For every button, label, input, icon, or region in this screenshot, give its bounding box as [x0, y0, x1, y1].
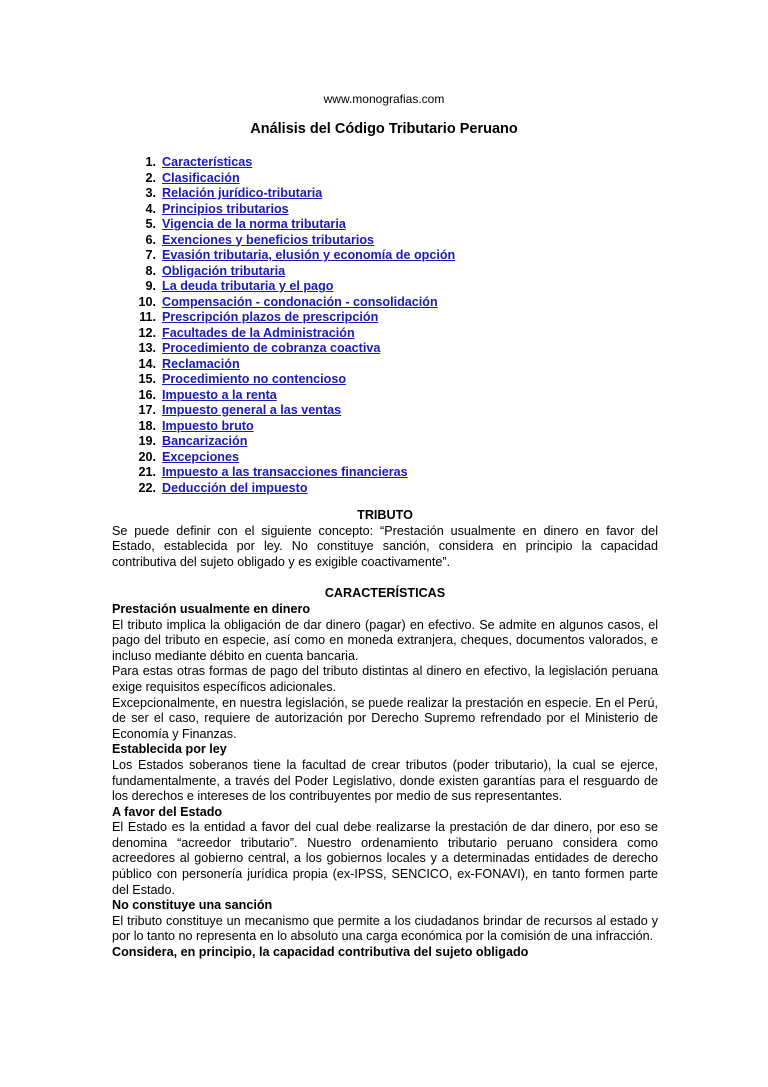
toc-item — [112, 217, 455, 233]
subheading-ley: Establecida por ley — [112, 742, 227, 757]
toc-link[interactable]: Deducción del impuesto — [162, 480, 308, 495]
toc-item-number: 13. — [138, 341, 156, 355]
toc-item-number: 2. — [145, 170, 156, 185]
toc-link[interactable]: Impuesto general a las ventas — [162, 403, 342, 417]
toc-item — [112, 279, 455, 295]
toc-item — [112, 434, 455, 450]
toc-item-number: 21. — [138, 465, 156, 479]
toc-link[interactable]: Principios tributarios — [162, 201, 289, 216]
paragraph: El tributo constituye un mecanismo que permite a los ciudadanos brindar de recursos al estado y por lo tanto no representa en lo absoluto una carga económica por la comisión de una infracción. — [112, 913, 658, 944]
section-heading-tributo: TRIBUTO — [357, 508, 413, 522]
toc-item — [112, 171, 455, 187]
toc-link[interactable]: Facultades de la Administración — [162, 325, 355, 340]
toc-item-number: 5. — [145, 217, 156, 231]
toc-item — [112, 202, 455, 218]
toc-link[interactable]: Impuesto a la renta — [162, 387, 277, 402]
toc-link[interactable]: La deuda tributaria y el pago — [162, 279, 334, 293]
toc-item-number: 4. — [145, 201, 156, 216]
toc-item — [112, 264, 455, 280]
toc-item — [112, 450, 455, 466]
toc-link[interactable]: Relación jurídico-tributaria — [162, 186, 323, 200]
toc-link[interactable]: Reclamación — [162, 356, 240, 371]
toc-item — [112, 419, 455, 435]
toc-link[interactable]: Excepciones — [162, 449, 240, 464]
table-of-contents — [112, 155, 455, 496]
toc-link[interactable]: Clasificación — [162, 170, 240, 185]
paragraph: El tributo implica la obligación de dar dinero (pagar) en efectivo. Se admite en algunos casos, el pago del tributo en especie, así como en moneda extranjera, cheques, documentos valorados, e incluso mediante débito en cuenta bancaria. — [112, 617, 658, 663]
toc-item-number: 1. — [145, 155, 156, 169]
toc-link[interactable]: Obligación tributaria — [162, 263, 286, 278]
section-heading-caracteristicas: CARACTERÍSTICAS — [324, 586, 446, 601]
toc-link[interactable]: Compensación - condonación - consolidación — [162, 294, 438, 309]
toc-item-number: 6. — [145, 232, 156, 247]
toc-link[interactable]: Evasión tributaria, elusión y economía de opción — [162, 248, 456, 262]
toc-item-number: 16. — [138, 387, 156, 402]
subheading-sancion: No constituye una sanción — [112, 898, 273, 913]
document-body — [112, 508, 658, 961]
toc-item — [112, 155, 455, 171]
subheading-estado: A favor del Estado — [112, 804, 223, 819]
toc-link[interactable]: Impuesto bruto — [162, 418, 254, 433]
toc-item-number: 20. — [138, 449, 156, 464]
site-url: www.monografias.com — [323, 92, 445, 106]
subheading-prestacion: Prestación usualmente en dinero — [112, 601, 311, 616]
paragraph: Excepcionalmente, en nuestra legislación, se puede realizar la prestación en especie. En el Perú, de ser el caso, requiere de autorización por Derecho Supremo refrendado por el Ministerio de Economía y Finanzas. — [112, 695, 658, 741]
toc-item-number: 22. — [138, 480, 156, 495]
toc-item — [112, 233, 455, 249]
toc-link[interactable]: Bancarización — [162, 434, 248, 448]
toc-link[interactable]: Procedimiento no contencioso — [162, 372, 347, 386]
toc-item — [112, 341, 455, 357]
toc-link[interactable]: Vigencia de la norma tributaria — [162, 217, 346, 231]
toc-item-number: 14. — [138, 356, 156, 371]
toc-item-number: 17. — [138, 403, 156, 417]
toc-item-number: 18. — [138, 418, 156, 433]
toc-item-number: 15. — [138, 372, 156, 386]
toc-item — [112, 372, 455, 388]
toc-link[interactable]: Características — [162, 155, 253, 169]
toc-item-number: 3. — [145, 186, 156, 200]
document-title: Análisis del Código Tributario Peruano — [250, 121, 518, 137]
subheading-capacidad: Considera, en principio, la capacidad contributiva del sujeto obligado — [112, 945, 529, 960]
toc-item — [112, 326, 455, 342]
toc-link[interactable]: Prescripción plazos de prescripción — [162, 310, 379, 324]
toc-item-number: 12. — [138, 325, 156, 340]
paragraph: El Estado es la entidad a favor del cual debe realizarse la prestación de dar dinero, por eso se denomina “acreedor tributario”. Nuestro ordenamiento tributario peruano considera como acreedores al gobierno central, a los gobiernos locales y a determinadas entidades de derecho público con personería jurídica propia (ex-IPSS, SENCICO, ex-FONAVI), en tanto formen parte del Estado. — [112, 820, 658, 897]
paragraph: Los Estados soberanos tiene la facultad de crear tributos (poder tributario), la cual se ejerce, fundamentalmente, a través del Poder Legislativo, donde existen garantías para el resguardo de los derechos e intereses de los contribuyentes por medio de sus representantes. — [112, 757, 658, 804]
toc-item-number: 7. — [145, 248, 156, 262]
tributo-definition: Se puede definir con el siguiente concepto: “Prestación usualmente en dinero en favor del Estado, establecida por ley. No constituye sanción, considera en principio la capacidad contributiva del sujeto obligado y es exigible coactivamente”. — [112, 523, 658, 569]
toc-link[interactable]: Impuesto a las transacciones financieras — [162, 465, 408, 479]
toc-link[interactable]: Procedimiento de cobranza coactiva — [162, 341, 381, 355]
toc-item — [112, 481, 455, 497]
toc-item — [112, 310, 455, 326]
toc-item — [112, 248, 455, 264]
toc-item-number: 9. — [145, 279, 156, 293]
toc-item-number: 8. — [145, 263, 156, 278]
toc-item-number: 10. — [138, 294, 156, 309]
toc-link[interactable]: Exenciones y beneficios tributarios — [162, 232, 375, 247]
toc-item — [112, 465, 455, 481]
toc-item — [112, 357, 455, 373]
paragraph: Para estas otras formas de pago del tributo distintas al dinero en efectivo, la legislación peruana exige requisitos específicos adicionales. — [112, 664, 658, 694]
toc-item — [112, 388, 455, 404]
toc-item-number: 19. — [138, 434, 156, 448]
toc-item-number: 11. — [139, 310, 156, 324]
toc-item — [112, 403, 455, 419]
toc-item — [112, 295, 455, 311]
toc-item — [112, 186, 455, 202]
